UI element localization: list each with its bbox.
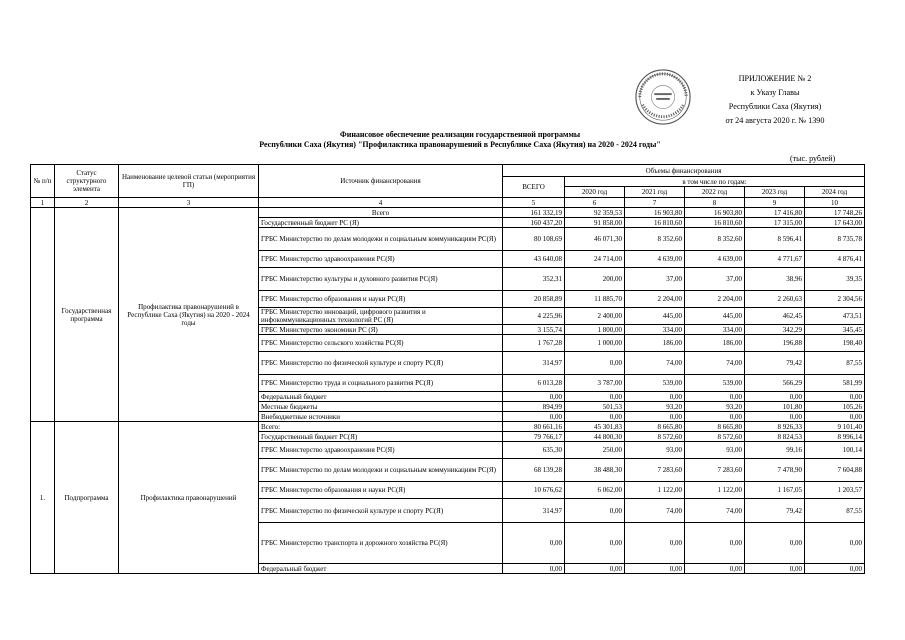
year-value-cell: 501,53: [565, 402, 625, 412]
year-value-cell: 74,00: [685, 499, 745, 523]
year-value-cell: 39,35: [805, 268, 865, 291]
year-value-cell: 100,14: [805, 442, 865, 459]
year-value-cell: 0,00: [565, 564, 625, 574]
year-value-cell: 0,00: [685, 392, 745, 402]
source-cell: Государственный бюджет РС(Я): [259, 432, 503, 442]
year-value-cell: 8 352,60: [685, 228, 745, 251]
source-cell: ГРБС Министерство образования и науки РС(Я): [259, 291, 503, 308]
year-value-cell: 473,51: [805, 308, 865, 325]
total-value-cell: 635,30: [503, 442, 565, 459]
year-value-cell: 93,20: [685, 402, 745, 412]
year-value-cell: 4 639,00: [625, 251, 685, 268]
source-cell: Местные бюджеты: [259, 402, 503, 412]
column-number: 3: [119, 198, 259, 208]
total-value-cell: 894,99: [503, 402, 565, 412]
year-value-cell: 445,00: [685, 308, 745, 325]
year-value-cell: 198,40: [805, 335, 865, 352]
year-value-cell: 0,00: [565, 412, 625, 422]
header-year: 2023 год: [745, 187, 805, 198]
year-value-cell: 74,00: [685, 352, 745, 375]
source-cell: Внебюджетные источники: [259, 412, 503, 422]
source-cell: ГРБС Министерство экономики РС (Я): [259, 325, 503, 335]
column-number-row: [31, 198, 865, 208]
year-value-cell: 4 771,67: [745, 251, 805, 268]
year-value-cell: 17 748,26: [805, 208, 865, 218]
year-value-cell: 17 643,00: [805, 218, 865, 228]
year-value-cell: 539,00: [625, 375, 685, 392]
year-value-cell: 101,80: [745, 402, 805, 412]
year-value-cell: 79,42: [745, 352, 805, 375]
year-value-cell: 0,00: [565, 499, 625, 523]
year-value-cell: 16 810,60: [685, 218, 745, 228]
total-value-cell: 79 766,17: [503, 432, 565, 442]
year-value-cell: 45 301,83: [565, 422, 625, 432]
year-value-cell: 0,00: [625, 523, 685, 564]
year-value-cell: 200,00: [565, 268, 625, 291]
year-value-cell: 87,55: [805, 499, 865, 523]
year-value-cell: 8 572,60: [625, 432, 685, 442]
source-cell: ГРБС Министерство транспорта и дорожного хозяйства РС(Я): [259, 523, 503, 564]
total-value-cell: 314,97: [503, 352, 565, 375]
year-value-cell: 16 903,80: [625, 208, 685, 218]
table-row: [31, 208, 865, 218]
year-value-cell: 566,29: [745, 375, 805, 392]
year-value-cell: 2 260,63: [745, 291, 805, 308]
year-value-cell: 7 604,88: [805, 459, 865, 482]
year-value-cell: 0,00: [565, 352, 625, 375]
year-value-cell: 17 315,00: [745, 218, 805, 228]
source-cell: ГРБС Министерство культуры и духовного развития РС(Я): [259, 268, 503, 291]
year-value-cell: 0,00: [805, 523, 865, 564]
total-value-cell: 314,97: [503, 499, 565, 523]
year-value-cell: 0,00: [625, 564, 685, 574]
unit-note: (тыс. рублей): [790, 154, 836, 163]
year-value-cell: 186,00: [685, 335, 745, 352]
year-value-cell: 2 204,00: [685, 291, 745, 308]
total-value-cell: 4 225,96: [503, 308, 565, 325]
year-value-cell: 2 400,00: [565, 308, 625, 325]
total-value-cell: 1 767,28: [503, 335, 565, 352]
year-value-cell: 8 665,80: [685, 422, 745, 432]
year-value-cell: 8 735,78: [805, 228, 865, 251]
year-value-cell: 24 714,00: [565, 251, 625, 268]
source-cell: ГРБС Министерство по делам молодежи и социальным коммуникациям РС(Я): [259, 459, 503, 482]
year-value-cell: 93,20: [625, 402, 685, 412]
year-value-cell: 539,00: [685, 375, 745, 392]
source-cell: ГРБС Министерство по физической культуре и спорту РС(Я): [259, 499, 503, 523]
source-cell: ГРБС Министерство по физической культуре и спорту РС(Я): [259, 352, 503, 375]
source-cell: Федеральный бюджет: [259, 392, 503, 402]
year-value-cell: 7 283,60: [685, 459, 745, 482]
header-name: Наименование целевой статьи (мероприятия ГП): [119, 165, 259, 198]
status-cell: Государственная программа: [55, 208, 119, 422]
appendix-line-4: от 24 августа 2020 г. № 1390: [725, 116, 825, 125]
header-row-1: [31, 165, 865, 177]
year-value-cell: 11 885,70: [565, 291, 625, 308]
header-by-years: в том числе по годам:: [565, 177, 865, 187]
year-value-cell: 44 800,30: [565, 432, 625, 442]
year-value-cell: 37,00: [625, 268, 685, 291]
year-value-cell: 0,00: [625, 412, 685, 422]
year-value-cell: 2 304,56: [805, 291, 865, 308]
total-value-cell: 352,31: [503, 268, 565, 291]
column-number: 10: [805, 198, 865, 208]
total-value-cell: 43 640,08: [503, 251, 565, 268]
year-value-cell: 8 996,14: [805, 432, 865, 442]
total-value-cell: 160 437,20: [503, 218, 565, 228]
column-number: 1: [31, 198, 55, 208]
source-cell: ГРБС Министерство труда и социального развития РС(Я): [259, 375, 503, 392]
column-number: 8: [685, 198, 745, 208]
header-volumes: Объемы финансирования: [503, 165, 865, 177]
year-value-cell: 8 824,53: [745, 432, 805, 442]
header-year: 2024 год: [805, 187, 865, 198]
title-line-1: Финансовое обеспечение реализации государственной программы: [339, 130, 581, 139]
source-cell: Всего: [259, 208, 503, 218]
row-number-cell: [31, 208, 55, 422]
year-value-cell: 334,00: [685, 325, 745, 335]
year-value-cell: 334,00: [625, 325, 685, 335]
year-value-cell: 7 478,90: [745, 459, 805, 482]
year-value-cell: 7 283,60: [625, 459, 685, 482]
official-seal-icon: [634, 68, 692, 126]
column-number: 4: [259, 198, 503, 208]
year-value-cell: 3 787,00: [565, 375, 625, 392]
year-value-cell: 445,00: [625, 308, 685, 325]
year-value-cell: 1 800,00: [565, 325, 625, 335]
total-value-cell: 10 676,62: [503, 482, 565, 499]
year-value-cell: 99,16: [745, 442, 805, 459]
source-cell: Всего:: [259, 422, 503, 432]
name-cell: Профилактика правонарушений: [119, 422, 259, 574]
year-value-cell: 93,00: [685, 442, 745, 459]
year-value-cell: 0,00: [805, 412, 865, 422]
total-value-cell: 161 332,19: [503, 208, 565, 218]
year-value-cell: 38 488,30: [565, 459, 625, 482]
year-value-cell: 105,26: [805, 402, 865, 412]
year-value-cell: 9 101,40: [805, 422, 865, 432]
year-value-cell: 0,00: [805, 564, 865, 574]
appendix-line-1: ПРИЛОЖЕНИЕ № 2: [738, 74, 812, 83]
year-value-cell: 342,29: [745, 325, 805, 335]
source-cell: ГРБС Министерство по делам молодежи и социальным коммуникациям РС(Я): [259, 228, 503, 251]
total-value-cell: 0,00: [503, 523, 565, 564]
source-cell: ГРБС Министерство инноваций, цифрового развития и инфокоммуникационных технологий РС (Я): [259, 308, 503, 325]
header-total: ВСЕГО: [503, 177, 565, 198]
year-value-cell: 0,00: [685, 564, 745, 574]
total-value-cell: 20 858,89: [503, 291, 565, 308]
year-value-cell: 581,99: [805, 375, 865, 392]
year-value-cell: 17 416,80: [745, 208, 805, 218]
header-num: № п/п: [31, 165, 55, 198]
appendix-note: [690, 72, 860, 128]
year-value-cell: 0,00: [565, 392, 625, 402]
total-value-cell: 80 661,16: [503, 422, 565, 432]
total-value-cell: 0,00: [503, 564, 565, 574]
column-number: 9: [745, 198, 805, 208]
year-value-cell: 250,00: [565, 442, 625, 459]
year-value-cell: 345,45: [805, 325, 865, 335]
year-value-cell: 2 204,00: [625, 291, 685, 308]
total-value-cell: 80 108,69: [503, 228, 565, 251]
year-value-cell: 74,00: [625, 499, 685, 523]
year-value-cell: 74,00: [625, 352, 685, 375]
column-number: 7: [625, 198, 685, 208]
year-value-cell: 6 062,00: [565, 482, 625, 499]
year-value-cell: 8 352,60: [625, 228, 685, 251]
year-value-cell: 1 167,05: [745, 482, 805, 499]
year-value-cell: 8 596,41: [745, 228, 805, 251]
year-value-cell: 0,00: [805, 392, 865, 402]
year-value-cell: 0,00: [685, 412, 745, 422]
table-body: [31, 165, 865, 574]
document-title: [160, 130, 760, 150]
year-value-cell: 462,45: [745, 308, 805, 325]
year-value-cell: 0,00: [745, 523, 805, 564]
name-cell: Профилактика правонарушений в Республике Саха (Якутия) на 2020 - 2024 годы: [119, 208, 259, 422]
header-year: 2021 год: [625, 187, 685, 198]
table-row: [31, 422, 865, 432]
year-value-cell: 1 122,00: [685, 482, 745, 499]
year-value-cell: 186,00: [625, 335, 685, 352]
year-value-cell: 0,00: [625, 392, 685, 402]
year-value-cell: 4 876,41: [805, 251, 865, 268]
year-value-cell: 79,42: [745, 499, 805, 523]
header-year: 2020 год: [565, 187, 625, 198]
source-cell: ГРБС Министерство сельского хозяйства РС(Я): [259, 335, 503, 352]
source-cell: Федеральный бюджет: [259, 564, 503, 574]
year-value-cell: 196,88: [745, 335, 805, 352]
header-status: Статус структурного элемента: [55, 165, 119, 198]
status-cell: Подпрограмма: [55, 422, 119, 574]
source-cell: ГРБС Министерство здравоохранения РС(Я): [259, 251, 503, 268]
source-cell: ГРБС Министерство здравоохранения РС(Я): [259, 442, 503, 459]
total-value-cell: 0,00: [503, 412, 565, 422]
title-line-2: Республики Саха (Якутия) "Профилактика правонарушений в Республике Саха (Якутия) на 2020 - 2024 годы": [259, 140, 661, 149]
year-value-cell: 0,00: [745, 564, 805, 574]
year-value-cell: 87,55: [805, 352, 865, 375]
year-value-cell: 91 858,00: [565, 218, 625, 228]
row-number-cell: 1.: [31, 422, 55, 574]
year-value-cell: 0,00: [745, 412, 805, 422]
appendix-line-2: к Указу Главы: [750, 88, 800, 97]
year-value-cell: 8 665,80: [625, 422, 685, 432]
column-number: 2: [55, 198, 119, 208]
year-value-cell: 8 926,33: [745, 422, 805, 432]
year-value-cell: 93,00: [625, 442, 685, 459]
year-value-cell: 8 572,60: [685, 432, 745, 442]
financing-table: [30, 164, 865, 574]
column-number: 6: [565, 198, 625, 208]
appendix-line-3: Республики Саха (Якутия): [728, 102, 822, 111]
year-value-cell: 16 903,80: [685, 208, 745, 218]
year-value-cell: 1 203,57: [805, 482, 865, 499]
total-value-cell: 0,00: [503, 392, 565, 402]
year-value-cell: 0,00: [565, 523, 625, 564]
year-value-cell: 46 071,30: [565, 228, 625, 251]
year-value-cell: 0,00: [685, 523, 745, 564]
column-number: 5: [503, 198, 565, 208]
header-year: 2022 год: [685, 187, 745, 198]
year-value-cell: 37,00: [685, 268, 745, 291]
total-value-cell: 3 155,74: [503, 325, 565, 335]
total-value-cell: 6 013,28: [503, 375, 565, 392]
year-value-cell: 38,96: [745, 268, 805, 291]
source-cell: ГРБС Министерство образования и науки РС(Я): [259, 482, 503, 499]
year-value-cell: 0,00: [745, 392, 805, 402]
source-cell: Государственный бюджет РС (Я): [259, 218, 503, 228]
year-value-cell: 16 810,60: [625, 218, 685, 228]
header-source: Источник финансирования: [259, 165, 503, 198]
year-value-cell: 92 359,53: [565, 208, 625, 218]
year-value-cell: 1 122,00: [625, 482, 685, 499]
year-value-cell: 1 000,00: [565, 335, 625, 352]
total-value-cell: 68 139,28: [503, 459, 565, 482]
year-value-cell: 4 639,00: [685, 251, 745, 268]
